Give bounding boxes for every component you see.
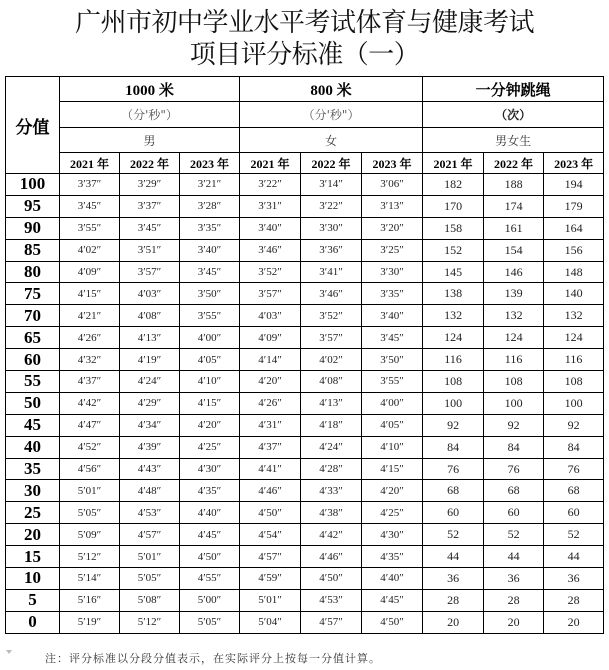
jump-rope-count-cell: 52 <box>423 524 484 546</box>
time-800m-cell: 3′20″ <box>362 217 423 239</box>
jump-rope-count-cell: 28 <box>544 589 604 611</box>
time-1000m-cell: 4′43″ <box>120 458 180 480</box>
score-cell: 25 <box>6 502 60 524</box>
time-1000m-cell: 4′32″ <box>60 349 120 371</box>
time-1000m-cell: 4′53″ <box>120 502 180 524</box>
time-1000m-cell: 3′37″ <box>60 174 120 196</box>
time-1000m-cell: 4′37″ <box>60 371 120 393</box>
year-header: 2022 年 <box>120 153 180 174</box>
time-1000m-cell: 4′57″ <box>120 524 180 546</box>
time-1000m-cell: 3′37″ <box>120 195 180 217</box>
score-cell: 15 <box>6 546 60 568</box>
time-1000m-cell: 3′45″ <box>60 195 120 217</box>
time-1000m-cell: 5′14″ <box>60 568 120 590</box>
jump-rope-count-cell: 68 <box>544 480 604 502</box>
time-1000m-cell: 5′05″ <box>120 568 180 590</box>
time-800m-cell: 3′52″ <box>301 305 362 327</box>
time-1000m-cell: 5′05″ <box>60 502 120 524</box>
score-cell: 75 <box>6 283 60 305</box>
time-1000m-cell: 4′08″ <box>120 305 180 327</box>
score-cell: 60 <box>6 349 60 371</box>
time-800m-cell: 4′35″ <box>362 546 423 568</box>
time-1000m-cell: 4′50″ <box>180 546 240 568</box>
jump-rope-count-cell: 76 <box>423 458 484 480</box>
time-800m-cell: 4′50″ <box>362 611 423 633</box>
table-row <box>6 217 604 239</box>
jump-rope-count-cell: 44 <box>484 546 544 568</box>
gender-label-1000m: 男 <box>60 128 240 153</box>
jump-rope-count-cell: 145 <box>423 261 484 283</box>
jump-rope-count-cell: 132 <box>423 305 484 327</box>
time-800m-cell: 4′20″ <box>362 480 423 502</box>
jump-rope-count-cell: 124 <box>544 327 604 349</box>
jump-rope-count-cell: 60 <box>423 502 484 524</box>
time-1000m-cell: 5′01″ <box>60 480 120 502</box>
time-1000m-cell: 4′24″ <box>120 371 180 393</box>
table-row <box>6 568 604 590</box>
score-cell: 100 <box>6 174 60 196</box>
time-1000m-cell: 3′50″ <box>180 283 240 305</box>
time-1000m-cell: 4′19″ <box>120 349 180 371</box>
unit-label-1000m: （分'秒"） <box>60 102 240 128</box>
document-title-line2: 项目评分标准（一） <box>189 40 420 70</box>
jump-rope-count-cell: 52 <box>484 524 544 546</box>
table-row <box>6 174 604 196</box>
jump-rope-count-cell: 36 <box>484 568 544 590</box>
year-header: 2023 年 <box>180 153 240 174</box>
jump-rope-count-cell: 148 <box>544 261 604 283</box>
jump-rope-count-cell: 132 <box>544 305 604 327</box>
jump-rope-count-cell: 36 <box>544 568 604 590</box>
time-800m-cell: 3′45″ <box>362 327 423 349</box>
time-800m-cell: 4′26″ <box>240 392 301 414</box>
year-header: 2021 年 <box>423 153 484 174</box>
time-800m-cell: 3′31″ <box>240 195 301 217</box>
time-800m-cell: 4′25″ <box>362 502 423 524</box>
time-800m-cell: 5′01″ <box>240 589 301 611</box>
time-800m-cell: 5′04″ <box>240 611 301 633</box>
score-cell: 70 <box>6 305 60 327</box>
time-800m-cell: 4′37″ <box>240 436 301 458</box>
jump-rope-count-cell: 158 <box>423 217 484 239</box>
time-1000m-cell: 4′02″ <box>60 239 120 261</box>
time-1000m-cell: 5′00″ <box>180 589 240 611</box>
table-row <box>6 392 604 414</box>
table-row <box>6 524 604 546</box>
jump-rope-count-cell: 100 <box>423 392 484 414</box>
jump-rope-count-cell: 60 <box>544 502 604 524</box>
time-800m-cell: 3′25″ <box>362 239 423 261</box>
gender-label-800m: 女 <box>240 128 423 153</box>
year-header: 2022 年 <box>484 153 544 174</box>
time-1000m-cell: 5′01″ <box>120 546 180 568</box>
time-800m-cell: 4′10″ <box>362 436 423 458</box>
time-800m-cell: 3′40″ <box>240 217 301 239</box>
jump-rope-count-cell: 140 <box>544 283 604 305</box>
jump-rope-count-cell: 116 <box>484 349 544 371</box>
scoring-standards-table <box>5 76 604 634</box>
score-cell: 45 <box>6 414 60 436</box>
table-row <box>6 480 604 502</box>
time-800m-cell: 3′06″ <box>362 174 423 196</box>
time-800m-cell: 4′50″ <box>240 502 301 524</box>
table-row <box>6 371 604 393</box>
time-800m-cell: 4′54″ <box>240 524 301 546</box>
time-800m-cell: 4′20″ <box>240 371 301 393</box>
time-800m-cell: 3′57″ <box>301 327 362 349</box>
score-cell: 0 <box>6 611 60 633</box>
jump-rope-count-cell: 52 <box>544 524 604 546</box>
time-800m-cell: 3′46″ <box>240 239 301 261</box>
table-row <box>6 349 604 371</box>
footnote: 注：评分标准以分段分值表示，在实际评分上按每一分值计算。 <box>45 652 381 665</box>
jump-rope-count-cell: 146 <box>484 261 544 283</box>
time-800m-cell: 3′22″ <box>240 174 301 196</box>
jump-rope-count-cell: 124 <box>423 327 484 349</box>
time-800m-cell: 4′46″ <box>240 480 301 502</box>
score-cell: 30 <box>6 480 60 502</box>
time-1000m-cell: 4′03″ <box>120 283 180 305</box>
score-cell: 65 <box>6 327 60 349</box>
time-800m-cell: 3′13″ <box>362 195 423 217</box>
time-1000m-cell: 4′21″ <box>60 305 120 327</box>
time-800m-cell: 4′45″ <box>362 589 423 611</box>
paragraph-marker-icon <box>6 650 12 654</box>
jump-rope-count-cell: 68 <box>484 480 544 502</box>
time-1000m-cell: 3′35″ <box>180 217 240 239</box>
table-row <box>6 239 604 261</box>
time-1000m-cell: 3′55″ <box>60 217 120 239</box>
score-cell: 80 <box>6 261 60 283</box>
time-1000m-cell: 4′42″ <box>60 392 120 414</box>
table-row <box>6 502 604 524</box>
time-1000m-cell: 4′15″ <box>60 283 120 305</box>
time-800m-cell: 4′00″ <box>362 392 423 414</box>
time-1000m-cell: 3′51″ <box>120 239 180 261</box>
time-1000m-cell: 4′35″ <box>180 480 240 502</box>
time-1000m-cell: 4′52″ <box>60 436 120 458</box>
jump-rope-count-cell: 132 <box>484 305 544 327</box>
jump-rope-count-cell: 20 <box>544 611 604 633</box>
time-1000m-cell: 3′28″ <box>180 195 240 217</box>
table-row <box>6 589 604 611</box>
table-row <box>6 261 604 283</box>
time-1000m-cell: 5′12″ <box>60 546 120 568</box>
table-row <box>6 414 604 436</box>
jump-rope-count-cell: 138 <box>423 283 484 305</box>
jump-rope-count-cell: 139 <box>484 283 544 305</box>
score-cell: 55 <box>6 371 60 393</box>
time-800m-cell: 4′53″ <box>301 589 362 611</box>
time-800m-cell: 4′41″ <box>240 458 301 480</box>
time-1000m-cell: 4′29″ <box>120 392 180 414</box>
year-header: 2023 年 <box>544 153 604 174</box>
jump-rope-count-cell: 28 <box>423 589 484 611</box>
jump-rope-count-cell: 84 <box>484 436 544 458</box>
table-row <box>6 436 604 458</box>
jump-rope-count-cell: 44 <box>423 546 484 568</box>
jump-rope-count-cell: 84 <box>423 436 484 458</box>
time-800m-cell: 4′30″ <box>362 524 423 546</box>
unit-label-800m: （分'秒"） <box>240 102 423 128</box>
jump-rope-count-cell: 116 <box>544 349 604 371</box>
time-1000m-cell: 4′30″ <box>180 458 240 480</box>
year-header: 2022 年 <box>301 153 362 174</box>
time-1000m-cell: 3′55″ <box>180 305 240 327</box>
time-1000m-cell: 4′05″ <box>180 349 240 371</box>
time-1000m-cell: 4′47″ <box>60 414 120 436</box>
jump-rope-count-cell: 161 <box>484 217 544 239</box>
time-1000m-cell: 5′05″ <box>180 611 240 633</box>
time-800m-cell: 4′59″ <box>240 568 301 590</box>
time-1000m-cell: 3′29″ <box>120 174 180 196</box>
jump-rope-count-cell: 20 <box>423 611 484 633</box>
jump-rope-count-cell: 108 <box>544 371 604 393</box>
time-1000m-cell: 5′16″ <box>60 589 120 611</box>
time-1000m-cell: 4′39″ <box>120 436 180 458</box>
jump-rope-count-cell: 188 <box>484 174 544 196</box>
time-800m-cell: 4′14″ <box>240 349 301 371</box>
time-800m-cell: 4′40″ <box>362 568 423 590</box>
time-1000m-cell: 5′19″ <box>60 611 120 633</box>
time-1000m-cell: 4′15″ <box>180 392 240 414</box>
score-cell: 10 <box>6 568 60 590</box>
event-header-800m: 800 米 <box>240 77 423 102</box>
jump-rope-count-cell: 84 <box>544 436 604 458</box>
event-header-jump-rope: 一分钟跳绳 <box>423 77 604 102</box>
jump-rope-count-cell: 154 <box>484 239 544 261</box>
score-cell: 95 <box>6 195 60 217</box>
time-800m-cell: 3′30″ <box>301 217 362 239</box>
time-800m-cell: 3′55″ <box>362 371 423 393</box>
time-1000m-cell: 4′45″ <box>180 524 240 546</box>
jump-rope-count-cell: 76 <box>544 458 604 480</box>
event-header-1000m: 1000 米 <box>60 77 240 102</box>
time-800m-cell: 3′35″ <box>362 283 423 305</box>
time-1000m-cell: 3′40″ <box>180 239 240 261</box>
time-800m-cell: 4′15″ <box>362 458 423 480</box>
jump-rope-count-cell: 28 <box>484 589 544 611</box>
time-800m-cell: 4′02″ <box>301 349 362 371</box>
time-1000m-cell: 3′45″ <box>180 261 240 283</box>
jump-rope-count-cell: 60 <box>484 502 544 524</box>
time-1000m-cell: 4′48″ <box>120 480 180 502</box>
time-800m-cell: 3′57″ <box>240 283 301 305</box>
time-800m-cell: 4′50″ <box>301 568 362 590</box>
time-1000m-cell: 4′20″ <box>180 414 240 436</box>
score-cell: 40 <box>6 436 60 458</box>
jump-rope-count-cell: 92 <box>544 414 604 436</box>
score-cell: 85 <box>6 239 60 261</box>
time-800m-cell: 3′52″ <box>240 261 301 283</box>
jump-rope-count-cell: 152 <box>423 239 484 261</box>
time-1000m-cell: 3′21″ <box>180 174 240 196</box>
time-800m-cell: 3′30″ <box>362 261 423 283</box>
table-row <box>6 305 604 327</box>
jump-rope-count-cell: 100 <box>484 392 544 414</box>
time-800m-cell: 4′03″ <box>240 305 301 327</box>
time-800m-cell: 3′46″ <box>301 283 362 305</box>
jump-rope-count-cell: 68 <box>423 480 484 502</box>
time-800m-cell: 3′41″ <box>301 261 362 283</box>
table-row <box>6 195 604 217</box>
time-1000m-cell: 4′25″ <box>180 436 240 458</box>
unit-label-jump-rope: （次） <box>423 102 604 128</box>
year-header: 2023 年 <box>362 153 423 174</box>
jump-rope-count-cell: 182 <box>423 174 484 196</box>
time-1000m-cell: 4′40″ <box>180 502 240 524</box>
time-800m-cell: 4′18″ <box>301 414 362 436</box>
time-1000m-cell: 5′12″ <box>120 611 180 633</box>
jump-rope-count-cell: 44 <box>544 546 604 568</box>
time-1000m-cell: 3′57″ <box>120 261 180 283</box>
time-1000m-cell: 4′56″ <box>60 458 120 480</box>
time-1000m-cell: 4′09″ <box>60 261 120 283</box>
time-800m-cell: 4′05″ <box>362 414 423 436</box>
jump-rope-count-cell: 36 <box>423 568 484 590</box>
time-1000m-cell: 4′26″ <box>60 327 120 349</box>
time-1000m-cell: 4′55″ <box>180 568 240 590</box>
time-1000m-cell: 4′34″ <box>120 414 180 436</box>
document-title-line1: 广州市初中学业水平考试体育与健康考试 <box>74 8 534 38</box>
score-cell: 35 <box>6 458 60 480</box>
time-800m-cell: 3′40″ <box>362 305 423 327</box>
time-800m-cell: 3′36″ <box>301 239 362 261</box>
score-cell: 5 <box>6 589 60 611</box>
time-1000m-cell: 4′10″ <box>180 371 240 393</box>
jump-rope-count-cell: 92 <box>484 414 544 436</box>
time-800m-cell: 4′46″ <box>301 546 362 568</box>
time-1000m-cell: 4′00″ <box>180 327 240 349</box>
score-cell: 20 <box>6 524 60 546</box>
jump-rope-count-cell: 76 <box>484 458 544 480</box>
jump-rope-count-cell: 116 <box>423 349 484 371</box>
time-800m-cell: 4′38″ <box>301 502 362 524</box>
time-800m-cell: 3′50″ <box>362 349 423 371</box>
table-row <box>6 327 604 349</box>
jump-rope-count-cell: 179 <box>544 195 604 217</box>
time-1000m-cell: 3′45″ <box>120 217 180 239</box>
time-800m-cell: 4′08″ <box>301 371 362 393</box>
score-cell: 90 <box>6 217 60 239</box>
time-800m-cell: 3′14″ <box>301 174 362 196</box>
time-1000m-cell: 5′08″ <box>120 589 180 611</box>
jump-rope-count-cell: 164 <box>544 217 604 239</box>
table-row <box>6 546 604 568</box>
time-800m-cell: 4′42″ <box>301 524 362 546</box>
time-800m-cell: 4′24″ <box>301 436 362 458</box>
time-800m-cell: 4′31″ <box>240 414 301 436</box>
time-1000m-cell: 4′13″ <box>120 327 180 349</box>
jump-rope-count-cell: 174 <box>484 195 544 217</box>
time-1000m-cell: 5′09″ <box>60 524 120 546</box>
year-header: 2021 年 <box>60 153 120 174</box>
time-800m-cell: 3′22″ <box>301 195 362 217</box>
gender-label-jump-rope: 男女生 <box>423 128 604 153</box>
jump-rope-count-cell: 92 <box>423 414 484 436</box>
time-800m-cell: 4′28″ <box>301 458 362 480</box>
time-800m-cell: 4′33″ <box>301 480 362 502</box>
jump-rope-count-cell: 100 <box>544 392 604 414</box>
jump-rope-count-cell: 124 <box>484 327 544 349</box>
time-800m-cell: 4′13″ <box>301 392 362 414</box>
year-header: 2021 年 <box>240 153 301 174</box>
score-cell: 50 <box>6 392 60 414</box>
jump-rope-count-cell: 108 <box>423 371 484 393</box>
score-column-header: 分值 <box>6 77 60 174</box>
table-row <box>6 611 604 633</box>
time-800m-cell: 4′57″ <box>301 611 362 633</box>
jump-rope-count-cell: 20 <box>484 611 544 633</box>
jump-rope-count-cell: 194 <box>544 174 604 196</box>
time-800m-cell: 4′57″ <box>240 546 301 568</box>
time-800m-cell: 4′09″ <box>240 327 301 349</box>
jump-rope-count-cell: 108 <box>484 371 544 393</box>
table-row <box>6 283 604 305</box>
jump-rope-count-cell: 156 <box>544 239 604 261</box>
jump-rope-count-cell: 170 <box>423 195 484 217</box>
table-row <box>6 458 604 480</box>
